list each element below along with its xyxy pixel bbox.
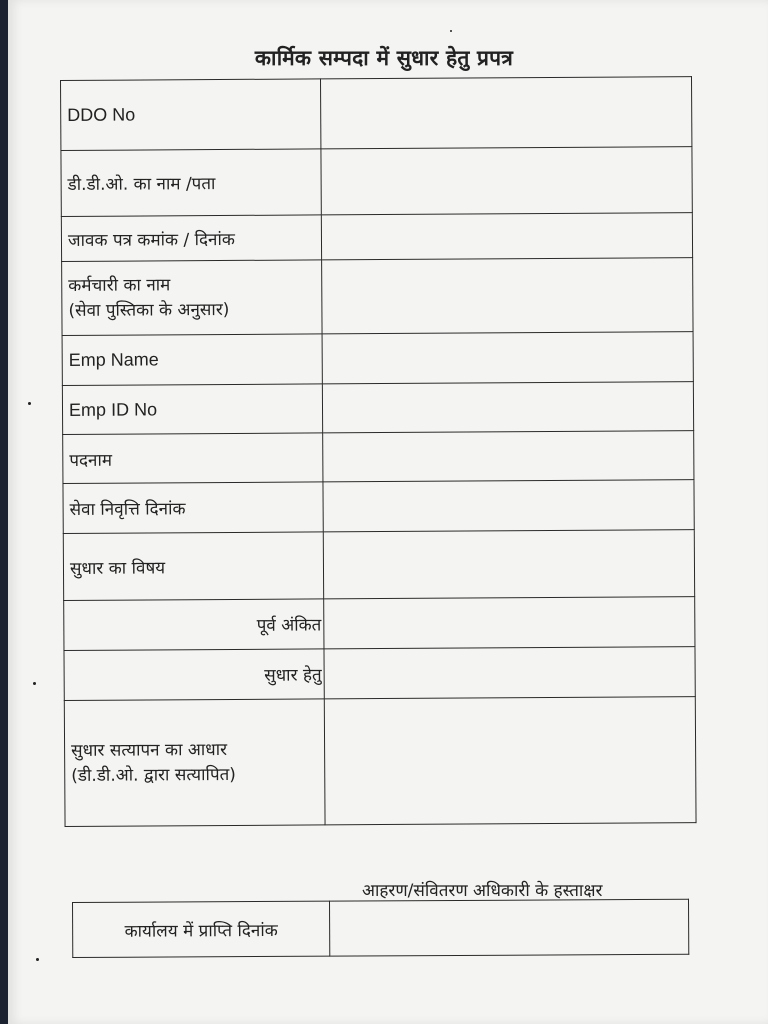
ddo-name-address-label: डी.डी.ओ. का नाम /पता	[61, 149, 321, 217]
office-receipt-date-label: कार्यालय में प्राप्ति दिनांक	[73, 901, 330, 957]
correction-subject-label: सुधार का विषय	[63, 532, 323, 601]
table-row	[64, 697, 696, 827]
emp-id-label: Emp ID No	[62, 384, 322, 435]
retirement-date-label: सेवा निवृत्ति दिनांक	[63, 482, 323, 534]
table-row	[63, 480, 694, 534]
employee-name-hindi-label-line1: कर्मचारी का नाम	[68, 274, 171, 296]
table-row	[64, 647, 695, 701]
correction-to-field[interactable]	[324, 647, 695, 699]
verification-basis-label-line2: (डी.डी.ओ. द्वारा सत्यापित)	[71, 764, 236, 786]
table-row	[63, 431, 694, 484]
table-row	[63, 530, 694, 601]
office-receipt-date-field[interactable]	[329, 899, 688, 956]
table-row	[62, 382, 693, 435]
table-row	[62, 258, 693, 336]
verification-basis-label	[64, 699, 325, 827]
correction-to-label: सुधार हेतु	[64, 649, 324, 701]
scan-speck	[33, 682, 36, 685]
previously-recorded-field[interactable]	[324, 597, 695, 649]
employee-name-hindi-label-line2: (सेवा पुस्तिका के अनुसार)	[68, 299, 230, 321]
ddo-no-field[interactable]	[320, 77, 691, 149]
correction-subject-field[interactable]	[323, 530, 694, 599]
table-row	[73, 899, 689, 957]
table-row	[62, 332, 693, 386]
emp-name-label: Emp Name	[62, 334, 322, 386]
retirement-date-field[interactable]	[323, 480, 694, 532]
designation-field[interactable]	[323, 431, 694, 482]
verification-basis-field[interactable]	[324, 697, 696, 825]
scan-speck	[36, 958, 39, 961]
table-row	[61, 213, 692, 262]
verification-basis-label-line1: सुधार सत्यापन का आधार	[71, 739, 228, 761]
scan-speck	[28, 402, 31, 405]
emp-name-field[interactable]	[322, 332, 693, 384]
ddo-name-address-field[interactable]	[321, 147, 692, 215]
table-row	[61, 77, 692, 151]
outward-letter-no-date-field[interactable]	[321, 213, 692, 260]
table-row	[61, 147, 692, 217]
scan-speck	[450, 30, 452, 32]
ddo-no-label: DDO No	[61, 79, 321, 151]
employee-name-hindi-label	[62, 260, 322, 336]
correction-form-table	[60, 76, 697, 827]
designation-label: पदनाम	[63, 433, 323, 484]
emp-id-field[interactable]	[322, 382, 693, 433]
previously-recorded-label: पूर्व अंकित	[64, 599, 324, 651]
employee-name-hindi-field[interactable]	[322, 258, 693, 334]
table-row	[64, 597, 695, 651]
form-title: कार्मिक सम्पदा में सुधार हेतु प्रपत्र	[254, 46, 514, 70]
receipt-table	[72, 899, 689, 958]
outward-letter-no-date-label: जावक पत्र कमांक / दिनांक	[61, 215, 321, 262]
signature-label: आहरण/संवितरण अधिकारी के हस्ताक्षर	[362, 881, 603, 901]
